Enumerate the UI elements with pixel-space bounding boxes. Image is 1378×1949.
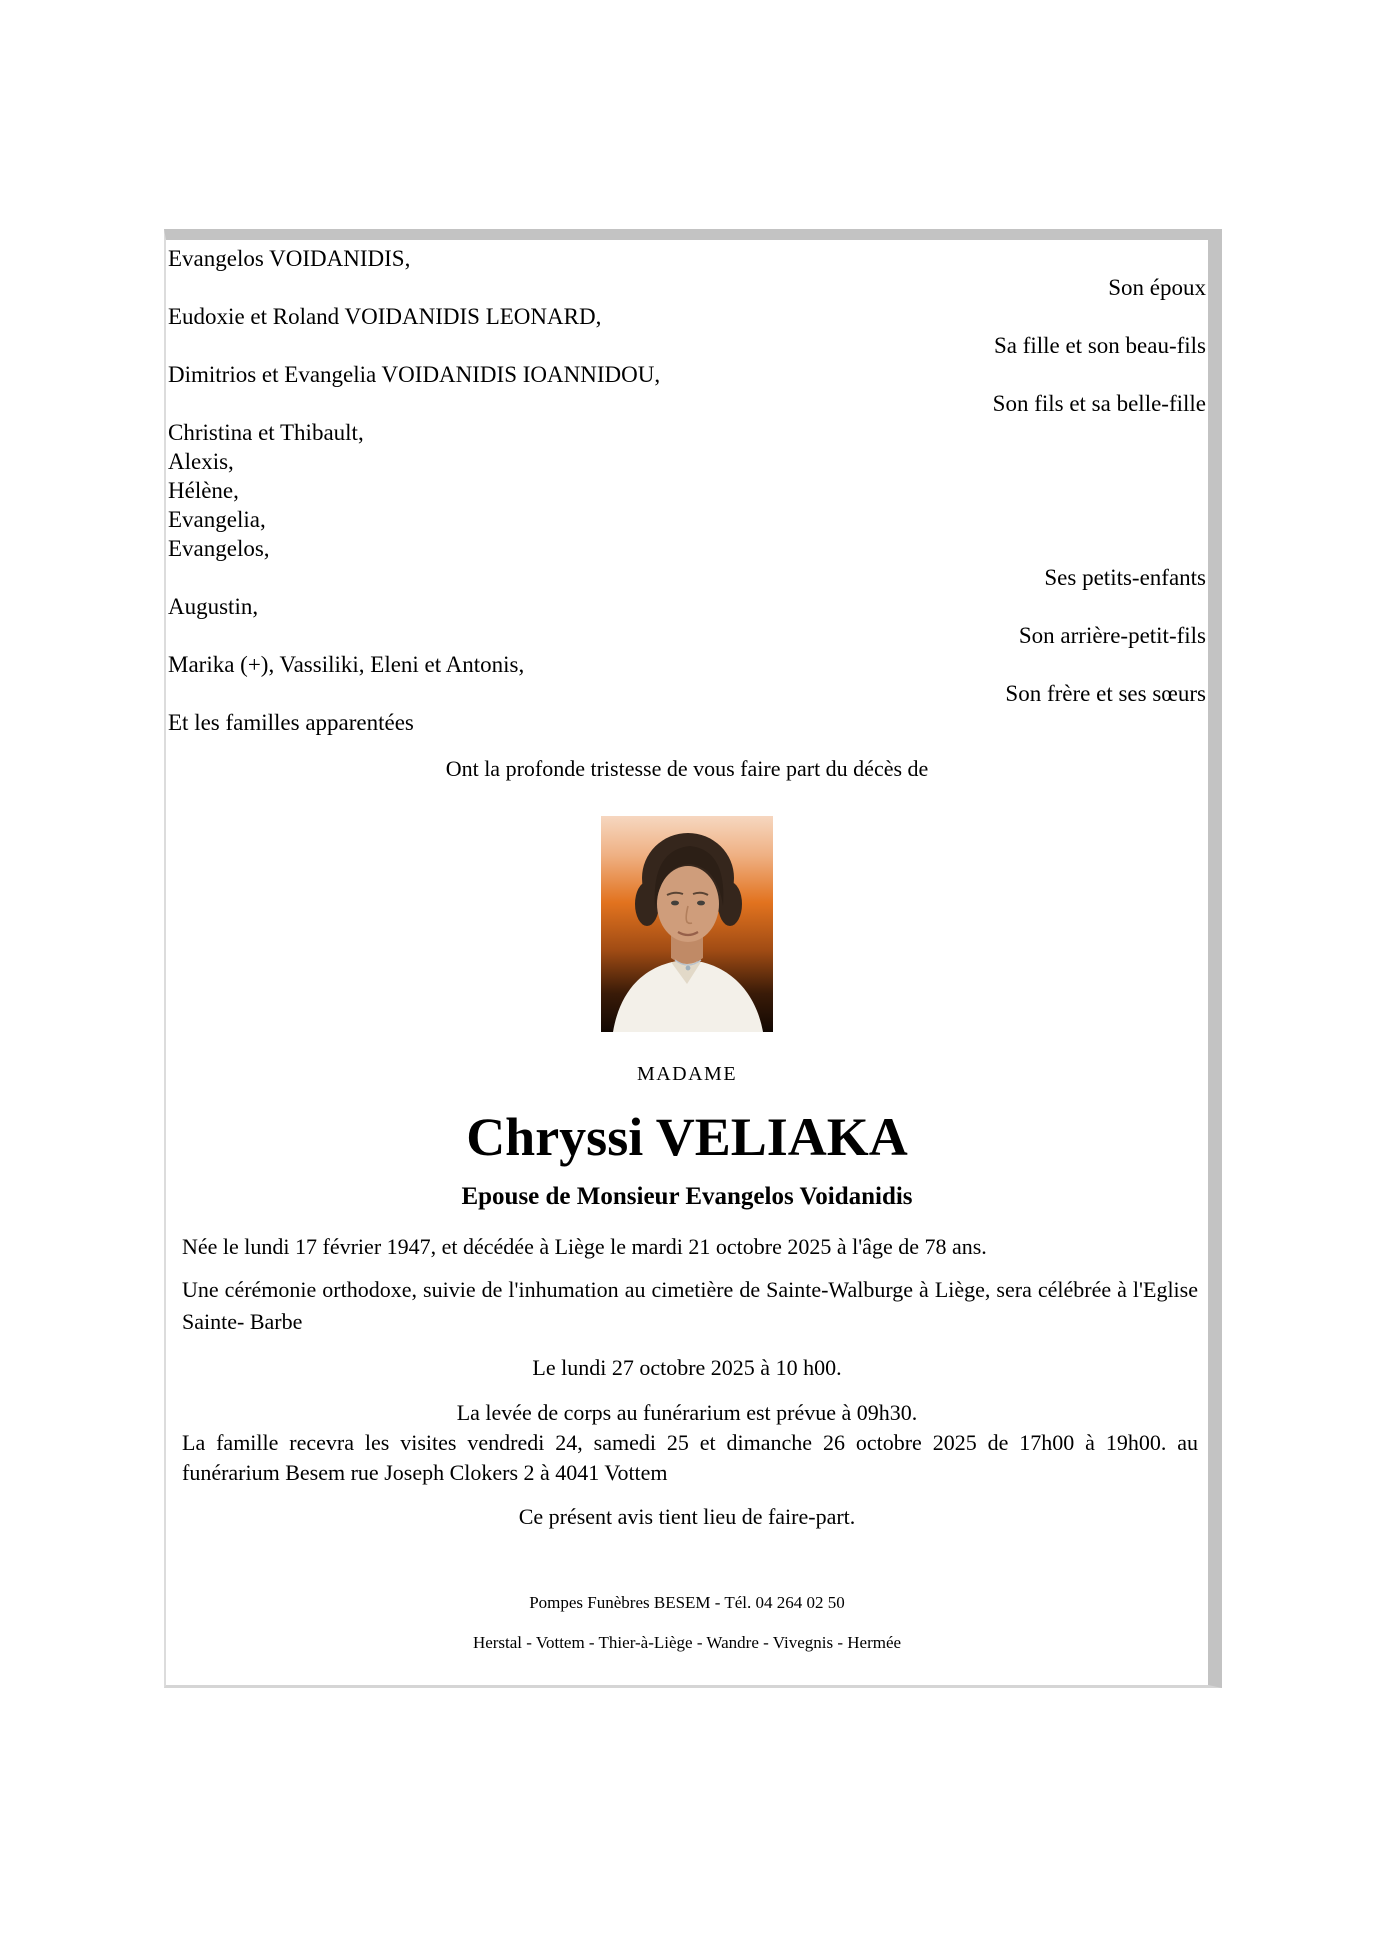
relationship-label: Son fils et sa belle-fille [992, 391, 1206, 416]
obituary-sheet [164, 229, 1222, 1688]
ceremony-paragraph: Une cérémonie orthodoxe, suivie de l'inhumation au cimetière de Sainte-Walburge à Liège, sera célébrée à l'Eglise Sainte- Barbe [182, 1277, 1198, 1334]
relationship-label: Sa fille et son beau-fils [993, 333, 1206, 358]
relationship-label: Ses petits-enfants [1044, 565, 1206, 590]
relationship-label: Son frère et ses sœurs [1005, 681, 1206, 706]
family-member-line: Dimitrios et Evangelia VOIDANIDIS IOANNIDOU, [168, 362, 661, 387]
relationship-label: Son arrière-petit-fils [1018, 623, 1206, 648]
family-list [166, 240, 1208, 737]
family-member-line: Christina et Thibault, [168, 420, 364, 445]
face-shape [657, 866, 719, 942]
family-member-line: Alexis, [168, 449, 234, 474]
family-member-line: Et les familles apparentées [168, 710, 414, 735]
family-member-line: Augustin, [168, 594, 259, 619]
announcement-line: Ont la profonde tristesse de vous faire part du décès de [445, 756, 929, 781]
deceased-name: Chryssi VELIAKA [466, 1107, 908, 1167]
family-member-line: Evangelos, [168, 536, 270, 561]
title-prefix: MADAME [636, 1063, 738, 1085]
locations-line: Herstal - Vottem - Thier-à-Liège - Wandre - Vivegnis - Hermée [472, 1633, 902, 1652]
photo-row [166, 816, 1208, 1032]
family-member-line: Eudoxie et Roland VOIDANIDIS LEONARD, [168, 304, 602, 329]
birth-death-line: Née le lundi 17 février 1947, et décédée à Liège le mardi 21 octobre 2025 à l'âge de 78 ans. [182, 1234, 987, 1259]
funeral-home-line: Pompes Funèbres BESEM - Tél. 04 264 02 50 [529, 1593, 845, 1612]
portrait-photo [601, 816, 773, 1032]
family-member-line: Marika (+), Vassiliki, Eleni et Antonis, [168, 652, 525, 677]
family-member-line: Hélène, [168, 478, 239, 503]
family-member-line: Evangelia, [168, 507, 266, 532]
family-member-line: Evangelos VOIDANIDIS, [168, 246, 411, 271]
notice-line: Ce présent avis tient lieu de faire-part. [518, 1504, 856, 1529]
spouse-line: Epouse de Monsieur Evangelos Voidanidis [461, 1183, 913, 1210]
ceremony-date-line: Le lundi 27 octobre 2025 à 10 h00. [532, 1355, 842, 1380]
relationship-label: Son époux [1108, 275, 1206, 300]
visits-paragraph: La famille recevra les visites vendredi 24, samedi 25 et dimanche 26 octobre 2025 de 17h00 à 19h00. au funérarium Besem rue Joseph Clokers 2 à 4041 Vottem [182, 1430, 1198, 1485]
levee-line: La levée de corps au funérarium est prévue à 09h30. [456, 1400, 918, 1425]
